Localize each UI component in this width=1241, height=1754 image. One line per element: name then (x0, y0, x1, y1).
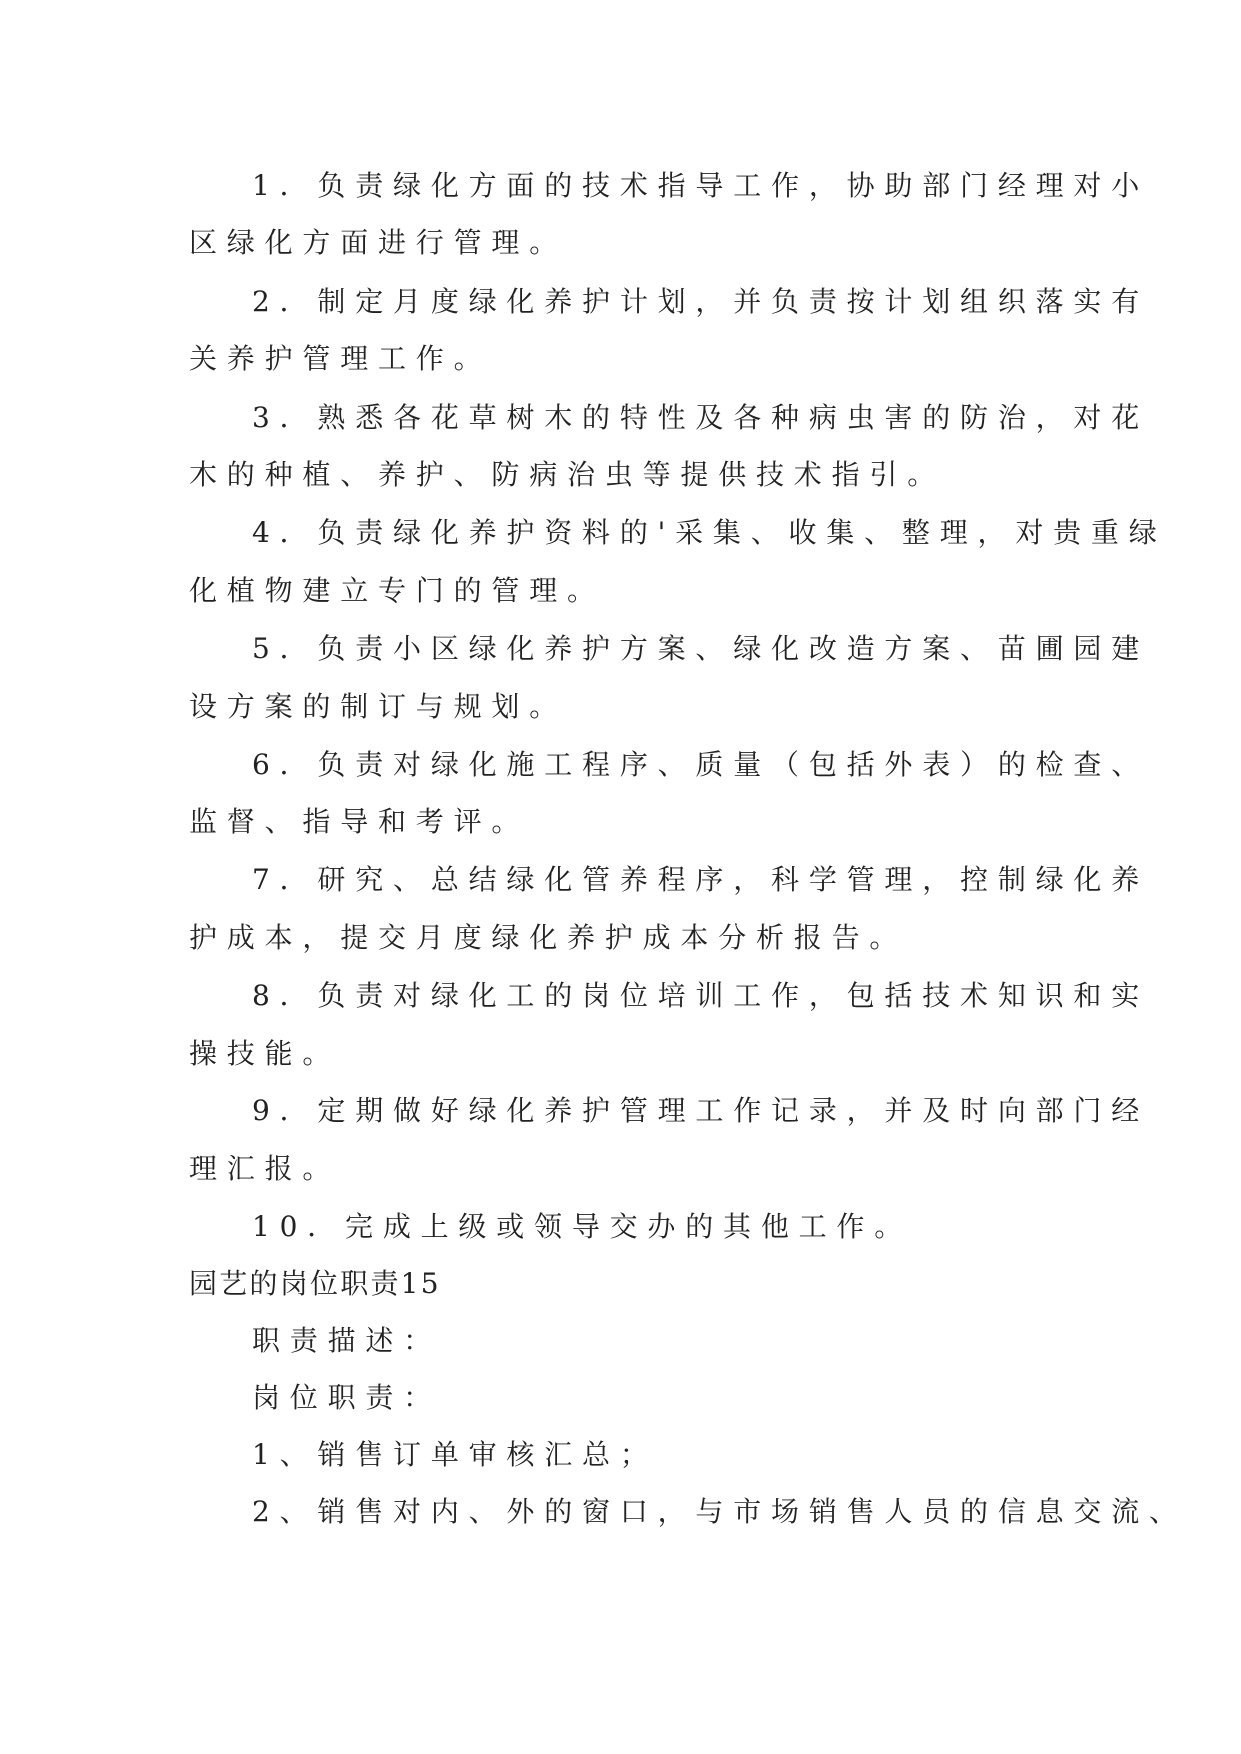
item-8-line-1: 8．负责对绿化工的岗位培训工作，包括技术知识和实 (252, 979, 1150, 1012)
job-duties-label: 岗位职责： (252, 1381, 442, 1414)
sales-duty-2: 2、销售对内、外的窗口，与市场销售人员的信息交流、 (252, 1495, 1187, 1528)
item-8-line-2: 操技能。 (189, 1037, 341, 1070)
sales-duty-1: 1、销售订单审核汇总； (252, 1438, 658, 1471)
section-heading: 园艺的岗位职责15 (189, 1267, 441, 1300)
item-5-line-1: 5．负责小区绿化养护方案、绿化改造方案、苗圃园建 (252, 632, 1150, 665)
item-2-line-1: 2．制定月度绿化养护计划，并负责按计划组织落实有 (252, 285, 1150, 318)
item-9-line-2: 理汇报。 (189, 1152, 341, 1185)
item-9-line-1: 9．定期做好绿化养护管理工作记录，并及时向部门经 (252, 1094, 1150, 1127)
item-4-line-1: 4．负责绿化养护资料的'采集、收集、整理，对贵重绿 (252, 516, 1167, 549)
item-7-line-2: 护成本，提交月度绿化养护成本分析报告。 (189, 921, 908, 954)
item-7-line-1: 7．研究、总结绿化管养程序，科学管理，控制绿化养 (252, 863, 1150, 896)
item-1-line-1: 1．负责绿化方面的技术指导工作，协助部门经理对小 (252, 169, 1150, 202)
item-3-line-2: 木的种植、养护、防病治虫等提供技术指引。 (189, 458, 946, 491)
item-6-line-2: 监督、指导和考评。 (189, 805, 530, 838)
item-5-line-2: 设方案的制订与规划。 (189, 690, 568, 723)
item-3-line-1: 3．熟悉各花草树木的特性及各种病虫害的防治，对花 (252, 401, 1150, 434)
item-10-line: 10．完成上级或领导交办的其他工作。 (252, 1210, 913, 1243)
item-4-line-2: 化植物建立专门的管理。 (189, 574, 605, 607)
item-6-line-1: 6．负责对绿化施工程序、质量（包括外表）的检查、 (252, 748, 1150, 781)
item-1-line-2: 区绿化方面进行管理。 (189, 226, 568, 259)
item-2-line-2: 关养护管理工作。 (189, 342, 492, 375)
duty-description-label: 职责描述： (252, 1324, 442, 1357)
